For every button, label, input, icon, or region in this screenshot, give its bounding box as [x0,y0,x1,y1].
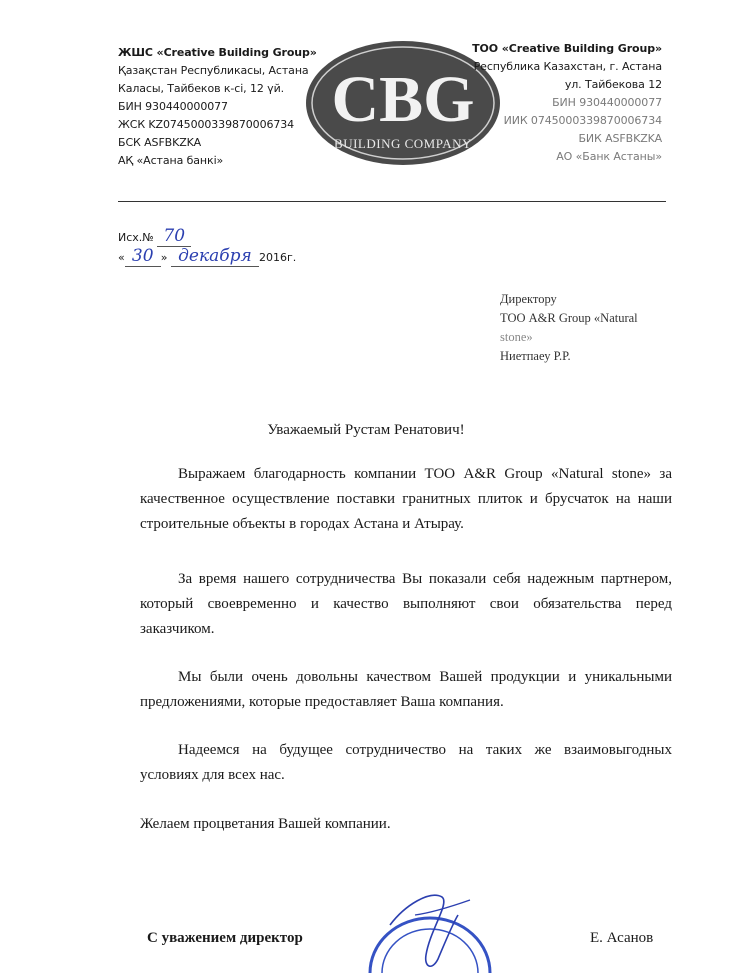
letterhead-right-line: Республика Казахстан, г. Астана [473,60,662,73]
date-day: 30 [125,246,161,267]
closing-signatory: Е. Асанов [590,930,654,946]
logo-sub-text: BUILDING COMPANY [334,136,472,151]
greeting: Уважаемый Рустам Ренатович! [267,422,465,438]
paragraph-text: Мы были очень довольны качеством Вашей продукции и уникальными предложениями, которые предоставляет Ваша компания. [140,669,672,710]
outgoing-number-value: 70 [157,226,191,247]
date-month: декабря [171,246,259,267]
addressee-line: ТОО A&R Group «Natural [500,311,638,325]
letterhead-right-line: АО «Банк Астаны» [556,150,662,163]
letterhead-left-line: ЖШС «Creative Building Group» [118,46,317,59]
addressee-block [500,290,638,366]
letterhead-right-line: ТОО «Creative Building Group» [472,42,662,55]
addressee-line: Директору [500,292,557,306]
letterhead-right-line: ИИК 0745000339870006734 [503,114,662,127]
logo-main-text: CBG [331,63,475,136]
paragraph [140,462,672,537]
letterhead-left-line: АҚ «Астана банкі» [118,154,224,167]
letterhead-right-line: БИК ASFBKZKA [578,132,662,145]
paragraph-text: Надеемся на будущее сотрудничество на таких же взаимовыгодных условиях для всех нас. [140,742,672,783]
outgoing-date [118,246,296,267]
signature-stamp [360,885,500,973]
addressee-line: stone» [500,330,533,344]
letterhead-right-line: ул. Тайбекова 12 [564,78,662,91]
letterhead-left-line: Қазақстан Республикасы, Астана [118,64,309,77]
outgoing-number [118,226,191,247]
paragraph-text: Выражаем благодарность компании ТОО A&R Group «Natural stone» за качественное осуществление поставки гранитных плиток и брусчаток на наши строительные объекты в городах Астана и Атырау. [140,466,672,532]
paragraph [140,738,672,788]
letterhead-divider [118,201,666,202]
paragraph [140,665,672,715]
paragraph-text: Желаем процветания Вашей компании. [140,816,391,832]
date-year: 2016г. [258,251,297,264]
paragraph [140,567,672,642]
letterhead-right [472,40,662,166]
letterhead-left-line: БСК ASFBKZKA [118,136,202,149]
date-quote-open: « [118,251,125,264]
letterhead-right-line: БИН 930440000077 [552,96,662,109]
closing-regards: С уважением директор [147,930,303,946]
letterhead-left [118,44,317,170]
letterhead-left-line: БИН 930440000077 [118,100,228,113]
outgoing-number-label: Исх.№ [118,231,154,244]
letterhead-left-line: ЖСК KZ0745000339870006734 [118,118,295,131]
letterhead-left-line: Каласы, Тайбеков к-сі, 12 үй. [118,82,285,95]
addressee-line: Ниетпаеу Р.Р. [500,349,571,363]
paragraph [140,812,672,837]
paragraph-text: За время нашего сотрудничества Вы показали себя надежным партнером, который своевременно и качество выполняют свои обязательства перед заказчиком. [140,571,672,637]
date-quote-close: » [160,251,168,264]
